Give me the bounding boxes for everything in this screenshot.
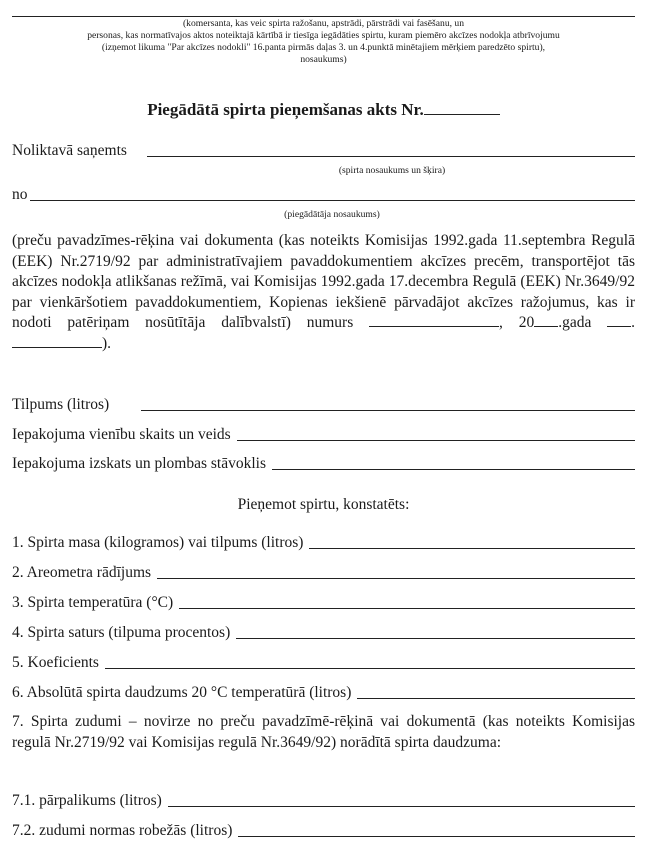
losses-paragraph: 7. Spirta zudumi – novirze no preču pavadzīmē-rēķinā vai dokumentā (kas noteikts Komisijas regulā Nr.2719/92 vai Komisijas regulā Nr.3649/92) norādītā spirta daudzuma: xyxy=(12,713,635,751)
package-condition-label: Iepakojuma izskats un plombas stāvoklis xyxy=(12,455,266,472)
measurement-field[interactable] xyxy=(157,564,635,579)
year-field[interactable] xyxy=(534,314,558,327)
package-count-field[interactable] xyxy=(237,426,635,441)
surplus-label: 7.1. pārpalikums (litros) xyxy=(12,792,162,809)
measurement-label: 3. Spirta temperatūra (°C) xyxy=(12,594,174,611)
measurement-row xyxy=(12,624,635,642)
package-count-label: Iepakojuma vienību skaits un veids xyxy=(12,426,231,443)
invoice-paragraph xyxy=(12,231,635,354)
measurement-field[interactable] xyxy=(179,594,635,609)
act-number-field[interactable] xyxy=(424,100,500,115)
measurement-label: 6. Absolūtā spirta daudzums 20 °C temperatūrā (litros) xyxy=(12,684,352,701)
volume-label: Tilpums (litros) xyxy=(12,396,110,413)
month-field[interactable] xyxy=(12,335,102,348)
normal-losses-label: 7.2. zudumi normas robežās (litros) xyxy=(12,822,233,839)
normal-losses-field[interactable] xyxy=(238,822,635,837)
received-field[interactable] xyxy=(147,142,635,157)
measurement-field[interactable] xyxy=(309,534,635,549)
measurement-label: 1. Spirta masa (kilogramos) vai tilpums (litros) xyxy=(12,534,304,551)
measurement-label: 4. Spirta saturs (tilpuma procentos) xyxy=(12,624,231,641)
package-condition-row xyxy=(12,455,635,473)
received-caption: (spirta nosaukums un šķira) xyxy=(338,165,446,176)
normal-losses-row xyxy=(12,822,635,840)
measurement-row xyxy=(12,534,635,552)
measurement-row xyxy=(12,564,635,582)
received-label: Noliktavā saņemts xyxy=(12,142,127,159)
day-field[interactable] xyxy=(607,314,631,327)
measurement-field[interactable] xyxy=(105,654,635,669)
company-name-line[interactable] xyxy=(12,16,635,17)
date-dot: . xyxy=(631,314,636,331)
year-prefix: , 20 xyxy=(499,314,535,331)
measurement-row xyxy=(12,654,635,672)
company-caption xyxy=(12,18,635,66)
measurement-row xyxy=(12,594,635,612)
supplier-label: no xyxy=(12,186,28,203)
caption-line: nosaukums) xyxy=(300,54,347,65)
supplier-row xyxy=(12,186,635,204)
supplier-caption: (piegādātāja nosaukums) xyxy=(284,209,380,220)
title-text: Piegādātā spirta pieņemšanas akts Nr. xyxy=(147,100,424,119)
received-row xyxy=(12,142,635,160)
measurement-label: 5. Koeficients xyxy=(12,654,99,671)
surplus-row xyxy=(12,792,635,810)
caption-line: personas, kas normatīvajos aktos noteiktajā kārtībā ir tiesīga iegādāties spirtu, kuram piemēro akcīzes nodokļa atbrīvojumu xyxy=(87,30,560,41)
measurement-field[interactable] xyxy=(236,624,635,639)
section-heading: Pieņemot spirtu, konstatēts: xyxy=(237,496,410,513)
measurement-row xyxy=(12,684,635,702)
volume-row xyxy=(12,396,635,414)
volume-field[interactable] xyxy=(141,396,635,411)
paragraph-close: ). xyxy=(102,334,112,352)
year-suffix: .gada xyxy=(558,314,592,331)
caption-line: (komersanta, kas veic spirta ražošanu, apstrādi, pārstrādi vai fasēšanu, un xyxy=(182,18,465,29)
invoice-text: (preču pavadzīmes-rēķina vai dokumenta (kas noteikts Komisijas 1992.gada 11.septembra Regulā (EEK) Nr.2719/92 par administratīvajiem pavaddokumentiem akcīzes precēm, transportējot tās akcīzes nodokļa atlikšanas režīmā, vai Komisijas 1992.gada 17.decembra Regulā (EEK) Nr.3649/92 par vienkāršotiem pavaddokumentiem, Kopienas iekšienē pārvadājot akcīzes ražojumus, kas ir nodoti patēriņam nosūtītāja dalībvalstī) numurs xyxy=(12,232,635,331)
measurement-field[interactable] xyxy=(357,684,635,699)
invoice-number-field[interactable] xyxy=(369,314,499,327)
document-title xyxy=(12,100,635,120)
measurement-label: 2. Areometra rādījums xyxy=(12,564,152,581)
package-condition-field[interactable] xyxy=(272,455,635,470)
package-count-row xyxy=(12,426,635,444)
supplier-field[interactable] xyxy=(30,186,636,201)
caption-line: (izņemot likuma "Par akcīzes nodokli" 16.panta pirmās daļas 3. un 4.punktā minētajiem mērķiem paredzēto spirtu), xyxy=(101,42,546,53)
surplus-field[interactable] xyxy=(168,792,635,807)
